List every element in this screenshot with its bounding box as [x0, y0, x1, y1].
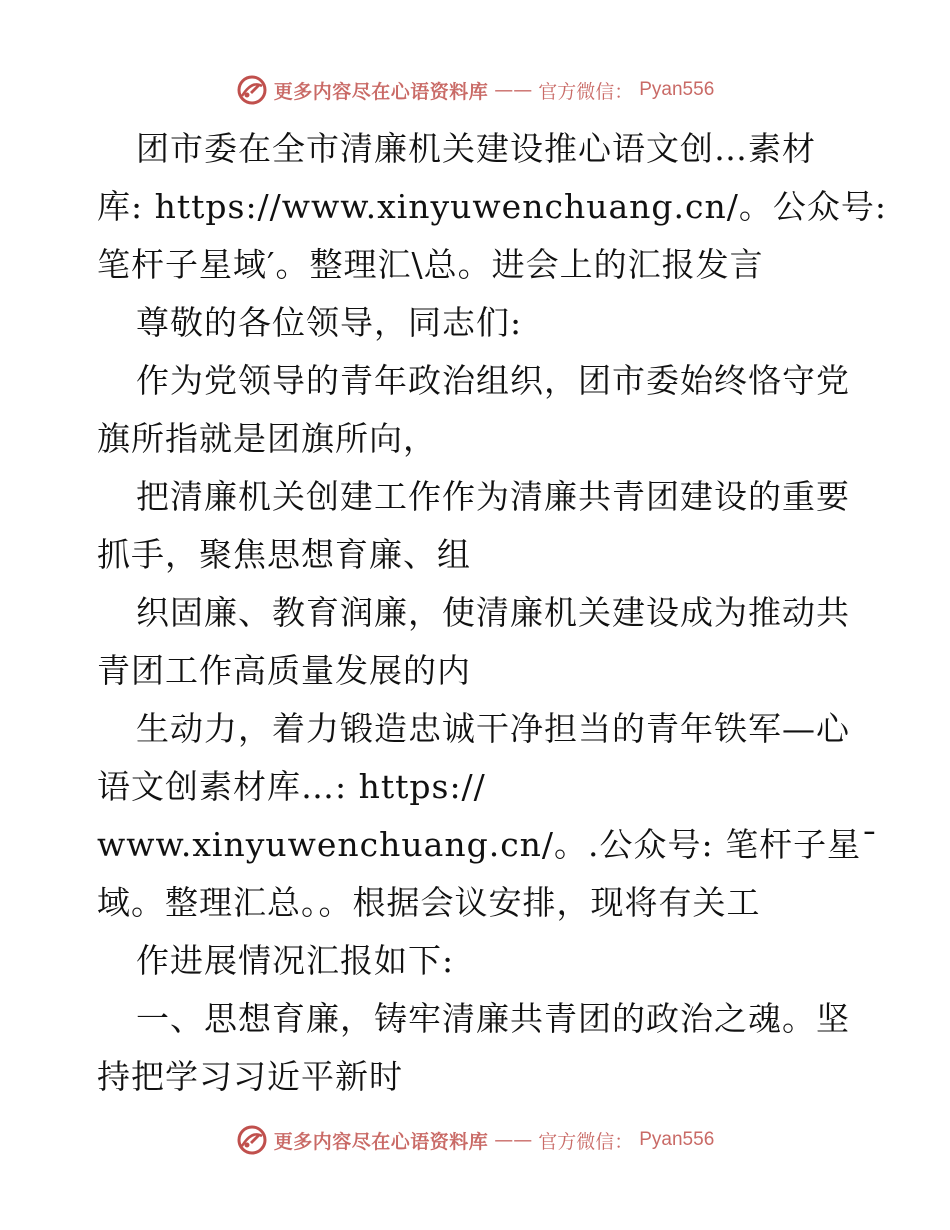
banner-wechat-id: Pyan556 — [639, 79, 715, 100]
text-line: 作进展情况汇报如下: — [136, 941, 455, 980]
header-banner — [0, 70, 950, 110]
text-line: 团市委在全市清廉机关建设推心语文创…素材 — [136, 129, 816, 168]
text-line: 青团工作高质量发展的内 — [97, 651, 471, 690]
text-line: 语文创素材库…: https:// — [97, 767, 486, 806]
text-line: 笔杆子星域′。整理汇\总。进会上的汇报发言 — [97, 245, 764, 284]
text-line: 域。整理汇总。。根据会议安排，现将有关工 — [97, 883, 761, 922]
banner-wechat-label: 官方微信： — [538, 1130, 634, 1153]
brand-logo-icon — [236, 1124, 268, 1156]
banner-separator: —— — [494, 79, 533, 101]
banner-content — [236, 74, 715, 106]
banner-title: 更多内容尽在心语资料库 — [273, 1130, 489, 1153]
text-line: 生动力，着力锻造忠诚干净担当的青年铁军—心 — [136, 709, 850, 748]
salutation: 尊敬的各位领导，同志们: — [136, 303, 523, 342]
brand-logo-icon — [236, 74, 268, 106]
text-line: 旗所指就是团旗所向， — [97, 419, 437, 458]
text-line: www.xinyuwenchuang.cn/。.公众号: 笔杆子星¯ — [97, 825, 879, 864]
document-body — [97, 120, 887, 1106]
section-heading: 一、思想育廉，铸牢清廉共青团的政治之魂。坚 — [136, 999, 850, 1038]
text-line: 把清廉机关创建工作作为清廉共青团建设的重要 — [136, 477, 850, 516]
banner-title: 更多内容尽在心语资料库 — [273, 80, 489, 103]
text-line: 抓手，聚焦思想育廉、组 — [97, 535, 471, 574]
banner-content — [236, 1124, 715, 1156]
text-line: 作为党领导的青年政治组织，团市委始终恪守党 — [136, 361, 850, 400]
text-line: 织固廉、教育润廉，使清廉机关建设成为推动共 — [136, 593, 850, 632]
footer-banner — [0, 1120, 950, 1160]
banner-wechat-id: Pyan556 — [639, 1129, 715, 1150]
text-line: 持把学习习近平新时 — [97, 1057, 403, 1096]
banner-wechat-label: 官方微信： — [538, 80, 634, 103]
banner-separator: —— — [494, 1129, 533, 1151]
text-line: 库: https://www.xinyuwenchuang.cn/。公众号: — [97, 187, 887, 226]
